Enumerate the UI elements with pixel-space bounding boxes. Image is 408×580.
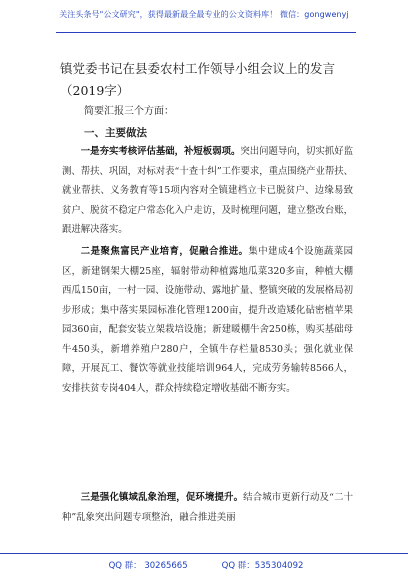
header-divider [56,32,356,33]
footer-contact [56,554,356,571]
header-banner-text: 关注头条号"公文研究"，获得最新最全最专业的公文资料库！ 微信：gongwenyj [59,10,349,19]
document-title: 镇党委书记在县委农村工作领导小组会议上的发言（2019字） [60,61,336,98]
paragraph-body: 结合城市更新行动及“二十种”乱象突出问题专项整治，融合推进美丽 [62,492,353,523]
paragraph-body: 突出问题导向，切实抓好监测、帮扶、巩固，对标对表“十查十纠”工作要求，重点围绕产业帮扶、就业帮扶、义务教育等15项内容对全镇建档立卡已脱贫户、边缘易致贫户、脱贫不稳定户常态化入户走访，及时梳理问题，建立整改台账，跟进解决落实。 [62,146,353,235]
footer-banner [0,553,408,575]
paragraph-body: 集中建成4个设施蔬菜园区，新建钢架大棚25座，辐射带动种植露地瓜菜320多亩，种植大棚西瓜150亩，一村一园、设施带动、露地扩量、整镇突破的发展格局初步形成；集中落实果园标准化管理1200亩，提升改造矮化砧密植苹果园360亩，配套安装立架栽培设施；新建暖棚牛舍250栋，购买基础母牛450头，新增养殖户280户，全镇牛存栏量8530头；强化就业保障，开展瓦工、餐饮等就业技能培训964人，完成劳务输转8566人，安排扶贫专岗404人，群众持续稳定增收基础不断夯实。 [62,246,353,394]
intro-line: 简要汇报三个方面： [84,106,174,117]
footer-qq-group-1: QQ 群： 30265665 [108,561,188,571]
paragraph-governance [62,488,353,527]
paragraph-lead: 三是强化镇域乱象治理，促环境提升。 [80,492,244,503]
section-heading-main-practices: 一、主要做法 [84,127,147,139]
paragraph-lead: 一是夯实考核评估基础，补短板弱项。 [80,146,241,157]
paragraph-assessment [62,142,353,240]
footer-qq-group-2: QQ 群：535304092 [221,561,304,571]
header-banner [0,0,408,34]
paragraph-lead: 二是聚焦富民产业培育，促融合推进。 [80,246,249,257]
paragraph-industry [62,242,353,398]
